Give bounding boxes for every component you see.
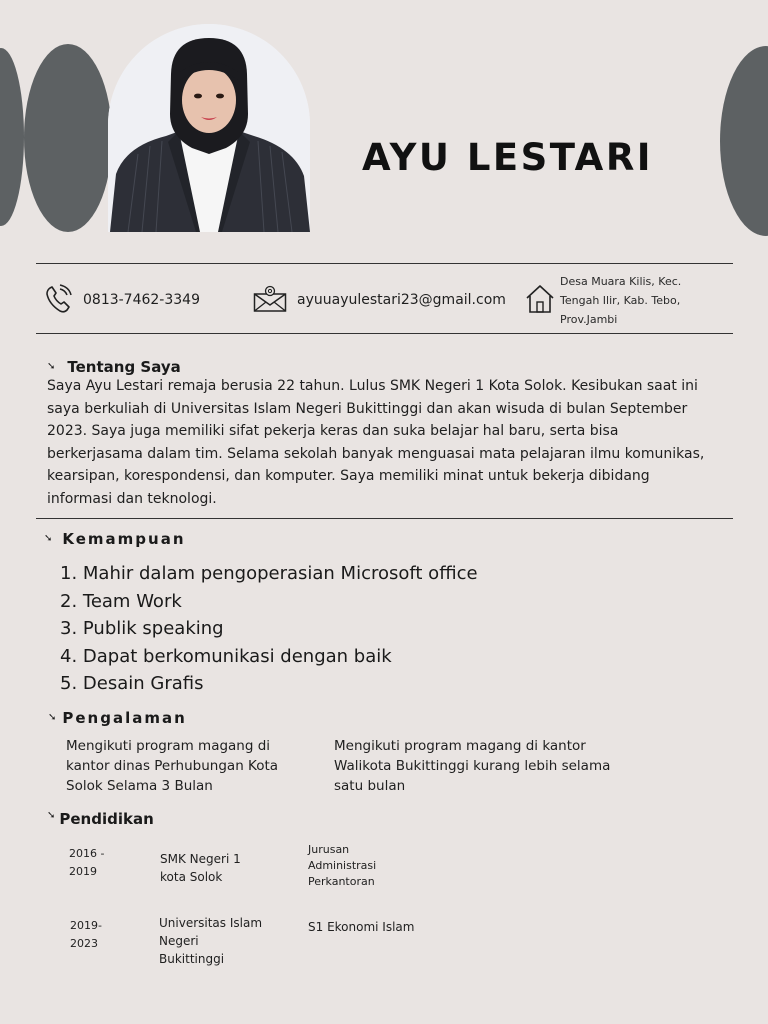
- section-title-experience: ➘ Pengalaman: [48, 709, 187, 727]
- experience-entry-1: Mengikuti program magang di kantor dinas Perhubungan Kota Solok Selama 3 Bulan: [66, 738, 279, 794]
- list-item: 2. Team Work: [60, 590, 182, 612]
- profile-photo: [108, 24, 310, 232]
- phone-number[interactable]: 0813-7462-3349: [83, 292, 200, 308]
- section-bullet: ➘: [47, 810, 56, 821]
- education-school: SMK Negeri 1 kota Solok: [160, 852, 241, 884]
- experience-entry-2: Mengikuti program magang di kantor Walikota Bukittinggi kurang lebih selama satu bulan: [334, 738, 611, 794]
- divider-top: [36, 263, 733, 264]
- about-text: Saya Ayu Lestari remaja berusia 22 tahun. Lulus SMK Negeri 1 Kota Solok. Kesibukan saat ini saya berkuliah di Universitas Islam Negeri Bukittinggi dan akan wisuda di bulan September 2023. Saya juga memiliki sifat pekerja keras dan suka belajar hal baru, serta bisa berkerjasama dalam tim. Selama sekolah banyak menguasai mata pelajaran ilmu komunikas, kearsipan, korespondensi, dan komputer. Saya memiliki minat untuk bekerja dibidang informasi dan teknologi.: [47, 378, 705, 507]
- email-address[interactable]: ayuuayulestari23@gmail.com: [297, 292, 506, 308]
- education-school: Universitas Islam Negeri Bukittinggi: [159, 916, 263, 966]
- section-title-education: ➘ Pendidikan: [47, 810, 154, 828]
- phone-icon: [44, 284, 72, 314]
- list-item: 1. Mahir dalam pengoperasian Microsoft office: [60, 563, 478, 584]
- list-item: 4. Dapat berkomunikasi dengan baik: [60, 645, 392, 667]
- home-address: Desa Muara Kilis, Kec. Tengah Ilir, Kab. Tebo, Prov.Jambi: [560, 275, 682, 326]
- profile-name: AYU LESTARI: [362, 136, 654, 179]
- divider-about-bottom: [36, 518, 733, 519]
- decorative-shape-left-small: [0, 48, 24, 226]
- list-item: 3. Publik speaking: [60, 618, 224, 640]
- list-item: 5. Desain Grafis: [60, 673, 204, 695]
- education-major: S1 Ekonomi Islam: [308, 920, 415, 934]
- decorative-shape-left: [24, 44, 112, 232]
- education-years: 2019- 2023: [70, 919, 102, 950]
- section-bullet: ➘: [47, 361, 56, 372]
- section-title-skills: ➘ Kemampuan: [44, 530, 186, 548]
- section-bullet: ➘: [44, 533, 55, 544]
- section-title-about: ➘ Tentang Saya: [47, 358, 181, 376]
- education-years: 2016 - 2019: [69, 847, 105, 878]
- section-bullet: ➘: [48, 712, 59, 723]
- skills-list: [60, 560, 478, 698]
- home-icon: [525, 284, 555, 314]
- divider-contact-bottom: [36, 333, 733, 334]
- decorative-shape-right: [720, 46, 768, 236]
- email-icon: [253, 285, 287, 313]
- education-major: Jurusan Administrasi Perkantoran: [308, 843, 377, 888]
